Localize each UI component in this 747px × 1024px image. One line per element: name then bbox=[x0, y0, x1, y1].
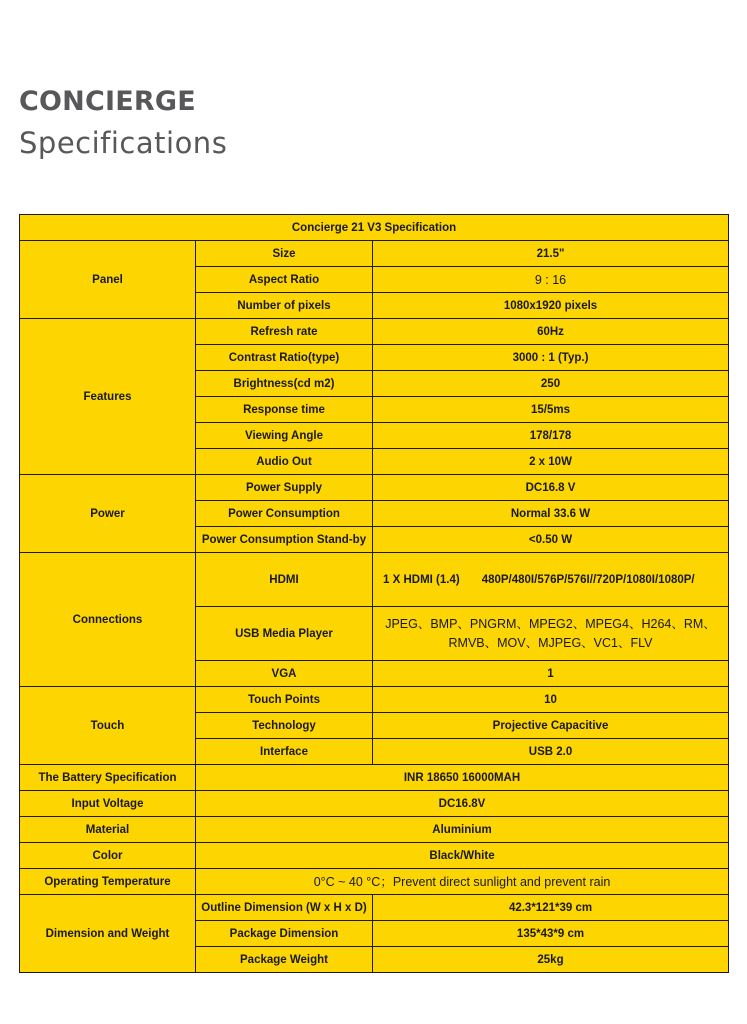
spec-label: Response time bbox=[196, 397, 373, 423]
spec-label: Viewing Angle bbox=[196, 423, 373, 449]
spec-label: Color bbox=[20, 843, 196, 869]
spec-value: 1 bbox=[373, 661, 729, 687]
spec-label: Brightness(cd m2) bbox=[196, 371, 373, 397]
spec-value: Normal 33.6 W bbox=[373, 501, 729, 527]
group-power: Power bbox=[20, 475, 196, 553]
table-row bbox=[20, 475, 729, 501]
spec-value: DC16.8V bbox=[196, 791, 729, 817]
spec-label: Power Consumption bbox=[196, 501, 373, 527]
spec-value: 135*43*9 cm bbox=[373, 921, 729, 947]
spec-value: Aluminium bbox=[196, 817, 729, 843]
group-connections: Connections bbox=[20, 553, 196, 687]
table-row bbox=[20, 895, 729, 921]
table-row bbox=[20, 791, 729, 817]
spec-value: 0°C ~ 40 °C；Prevent direct sunlight and prevent rain bbox=[196, 869, 729, 895]
spec-label: Operating Temperature bbox=[20, 869, 196, 895]
spec-label: Package Dimension bbox=[196, 921, 373, 947]
spec-label: VGA bbox=[196, 661, 373, 687]
spec-label: Number of pixels bbox=[196, 293, 373, 319]
spec-value: 10 bbox=[373, 687, 729, 713]
spec-value: Projective Capacitive bbox=[373, 713, 729, 739]
spec-value: DC16.8 V bbox=[373, 475, 729, 501]
spec-value: 21.5" bbox=[373, 241, 729, 267]
table-row bbox=[20, 553, 729, 607]
spec-value: <0.50 W bbox=[373, 527, 729, 553]
group-dimension: Dimension and Weight bbox=[20, 895, 196, 973]
spec-value-hdmi bbox=[373, 553, 729, 607]
spec-value: USB 2.0 bbox=[373, 739, 729, 765]
table-row bbox=[20, 765, 729, 791]
spec-label: Refresh rate bbox=[196, 319, 373, 345]
page-subtitle: Specifications bbox=[19, 126, 228, 160]
table-title-row bbox=[20, 215, 729, 241]
spec-value: 1080x1920 pixels bbox=[373, 293, 729, 319]
spec-label: Size bbox=[196, 241, 373, 267]
table-title: Concierge 21 V3 Specification bbox=[20, 215, 729, 241]
spec-label: Technology bbox=[196, 713, 373, 739]
table-row bbox=[20, 817, 729, 843]
spec-value: 9 : 16 bbox=[373, 267, 729, 293]
spec-label: USB Media Player bbox=[196, 607, 373, 661]
group-features: Features bbox=[20, 319, 196, 475]
spec-label: The Battery Specification bbox=[20, 765, 196, 791]
spec-label: Package Weight bbox=[196, 947, 373, 973]
table-row bbox=[20, 869, 729, 895]
spec-label: Audio Out bbox=[196, 449, 373, 475]
table-row bbox=[20, 319, 729, 345]
table-row bbox=[20, 241, 729, 267]
spec-label: Outline Dimension (W x H x D) bbox=[196, 895, 373, 921]
spec-value: 15/5ms bbox=[373, 397, 729, 423]
spec-label: HDMI bbox=[196, 553, 373, 607]
spec-value: 2 x 10W bbox=[373, 449, 729, 475]
spec-value-usb bbox=[373, 607, 729, 661]
table-row bbox=[20, 843, 729, 869]
spec-table bbox=[19, 214, 729, 973]
spec-label: Power Supply bbox=[196, 475, 373, 501]
spec-value: 60Hz bbox=[373, 319, 729, 345]
spec-label: Material bbox=[20, 817, 196, 843]
brand-title: CONCIERGE bbox=[19, 86, 196, 117]
spec-value: INR 18650 16000MAH bbox=[196, 765, 729, 791]
spec-label: Interface bbox=[196, 739, 373, 765]
hdmi-port-count: 1 X HDMI (1.4) bbox=[383, 573, 460, 586]
usb-formats-line-1: JPEG、BMP、PNGRM、MPEG2、MPEG4、H264、RM、 bbox=[385, 616, 716, 631]
spec-value: 42.3*121*39 cm bbox=[373, 895, 729, 921]
hdmi-resolutions: 480P/480I/576P/576I//720P/1080I/1080P/ bbox=[481, 573, 695, 586]
spec-value: 25kg bbox=[373, 947, 729, 973]
spec-label: Aspect Ratio bbox=[196, 267, 373, 293]
group-panel: Panel bbox=[20, 241, 196, 319]
spec-label: Touch Points bbox=[196, 687, 373, 713]
usb-formats-line-2: RMVB、MOV、MJPEG、VC1、FLV bbox=[448, 635, 653, 650]
spec-value: Black/White bbox=[196, 843, 729, 869]
spec-label: Power Consumption Stand-by bbox=[196, 527, 373, 553]
group-touch: Touch bbox=[20, 687, 196, 765]
spec-label: Input Voltage bbox=[20, 791, 196, 817]
spec-value: 250 bbox=[373, 371, 729, 397]
spec-value: 3000 : 1 (Typ.) bbox=[373, 345, 729, 371]
spec-value: 178/178 bbox=[373, 423, 729, 449]
spec-label: Contrast Ratio(type) bbox=[196, 345, 373, 371]
table-row bbox=[20, 687, 729, 713]
